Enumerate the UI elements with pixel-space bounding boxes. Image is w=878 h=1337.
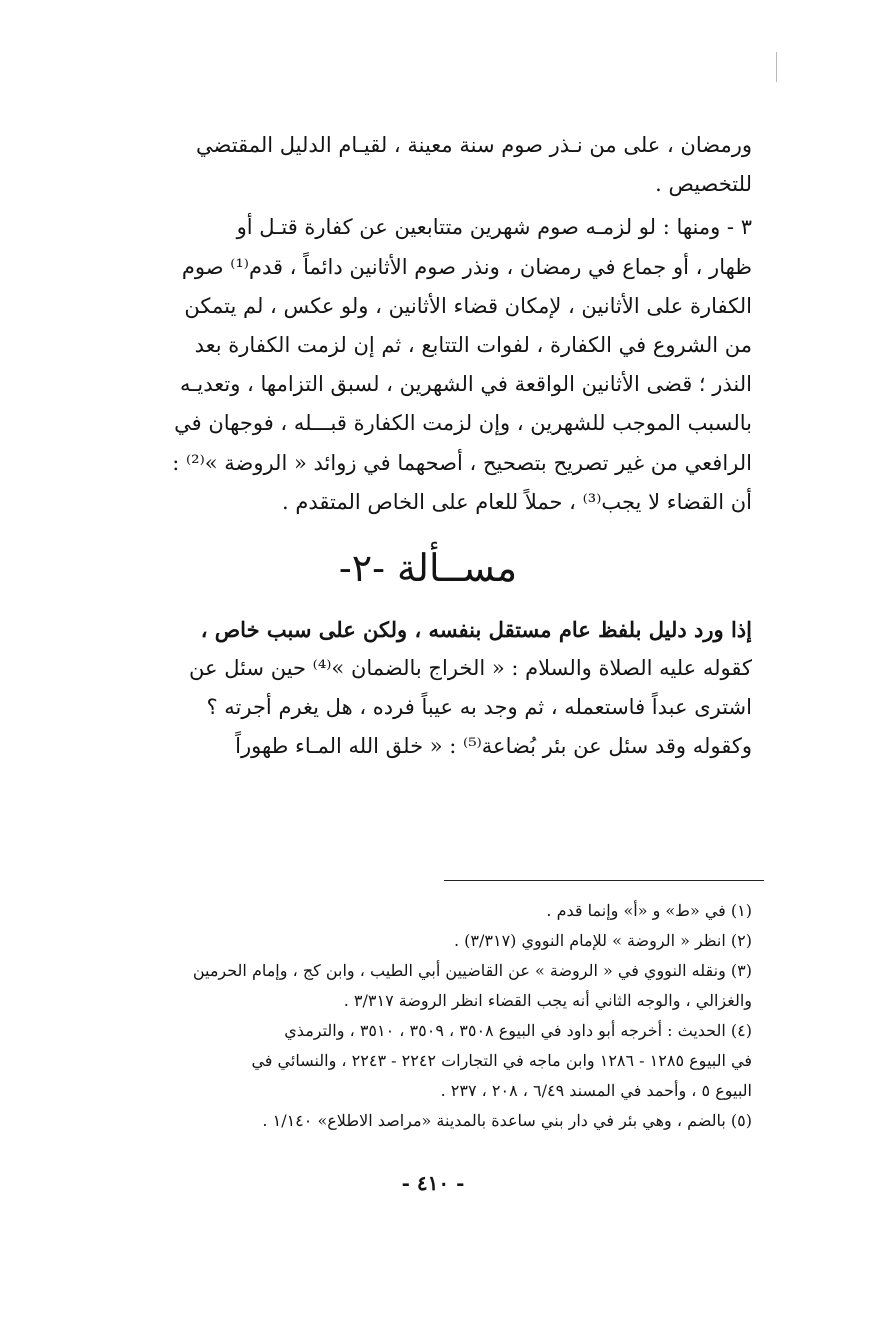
- text-line: ورمضان ، على من نـذر صوم سنة معينة ، لقيـام الدليل المقتضي: [196, 133, 752, 157]
- section-heading-wrapper: [104, 540, 752, 596]
- text-line: من الشروع في الكفارة ، لفوات التتابع ، ثم إن لزمت الكفارة بعد: [194, 332, 752, 357]
- text-line: وكقوله وقد سئل عن بئر بُضاعة⁽⁵⁾ : « خلق الله المـاء طهوراً: [235, 734, 752, 759]
- text-line: اشترى عبداً فاستعمله ، ثم وجد به عيباً فرده ، هل يغرم أجرته ؟: [206, 695, 752, 720]
- footnotes: [104, 896, 752, 1136]
- question-line: إذا ورد دليل بلفظ عام مستقل بنفسه ، ولكن على سبب خاص ،: [200, 616, 752, 642]
- footnote-line: (٣) ونقله النووي في « الروضة » عن القاضيين أبي الطيب ، وابن كج ، وإمام الحرمين: [192, 961, 752, 980]
- text-line: كقوله عليه الصلاة والسلام : « الخراج بالضمان »⁽⁴⁾ حين سئل عن: [189, 656, 752, 681]
- text-line: النذر ؛ قضى الأثانين الواقعة في الشهرين ، لسبق التزامها ، وتعديـه: [179, 372, 752, 397]
- text-line: للتخصيص .: [655, 172, 752, 197]
- text-line: ٣ - ومنها : لو لزمـه صوم شهرين متتابعين عن كفارة قتـل أو: [236, 215, 752, 240]
- footnote-line: والغزالي ، والوجه الثاني أنه يجب القضاء انظر الروضة ٣/٣١٧ .: [343, 991, 752, 1010]
- text-line: ظهار ، أو جماع في رمضان ، ونذر صوم الأثانين دائماً ، قدم⁽¹⁾ صوم: [181, 254, 752, 279]
- page-number: - ٤١٠ -: [401, 1171, 465, 1195]
- section-heading: مســألة -٢-: [338, 545, 518, 590]
- footnote-line: البيوع ٥ ، وأحمد في المسند ٦/٤٩ ، ٢٠٨ ، ٢٣٧ .: [440, 1081, 752, 1100]
- footnote-line: (٥) بالضم ، وهي بئر في دار بني ساعدة بالمدينة «مراصد الاطلاع» ١/١٤٠ .: [262, 1111, 752, 1130]
- text-line: أن القضاء لا يجب⁽³⁾ ، حملاً للعام على الخاص المتقدم .: [282, 489, 752, 514]
- footnote-line: (١) في «ط» و «أ» وإنما قدم .: [546, 901, 752, 920]
- footnote-separator: [444, 880, 764, 881]
- footnote-line: (٢) انظر « الروضة » للإمام النووي (٣/٣١٧) .: [453, 931, 752, 950]
- page-edge-mark: [776, 52, 777, 82]
- text-line: الرافعي من غير تصريح بتصحيح ، أصحهما في زوائد « الروضة »⁽²⁾ :: [172, 450, 752, 475]
- footnote-line: (٤) الحديث : أخرجه أبو داود في البيوع ٣٥٠٨ ، ٣٥٠٩ ، ٣٥١٠ ، والترمذي: [284, 1021, 752, 1040]
- text-line: الكفارة على الأثانين ، لإمكان قضاء الأثانين ، ولو عكس ، لم يتمكن: [184, 293, 752, 318]
- footnote-line: في البيوع ١٢٨٥ - ١٢٨٦ وابن ماجه في التجارات ٢٢٤٢ - ٢٢٤٣ ، والنسائي في: [251, 1051, 752, 1070]
- main-text: [104, 126, 752, 767]
- text-line: بالسبب الموجب للشهرين ، وإن لزمت الكفارة قبـــله ، فوجهان في: [174, 411, 752, 436]
